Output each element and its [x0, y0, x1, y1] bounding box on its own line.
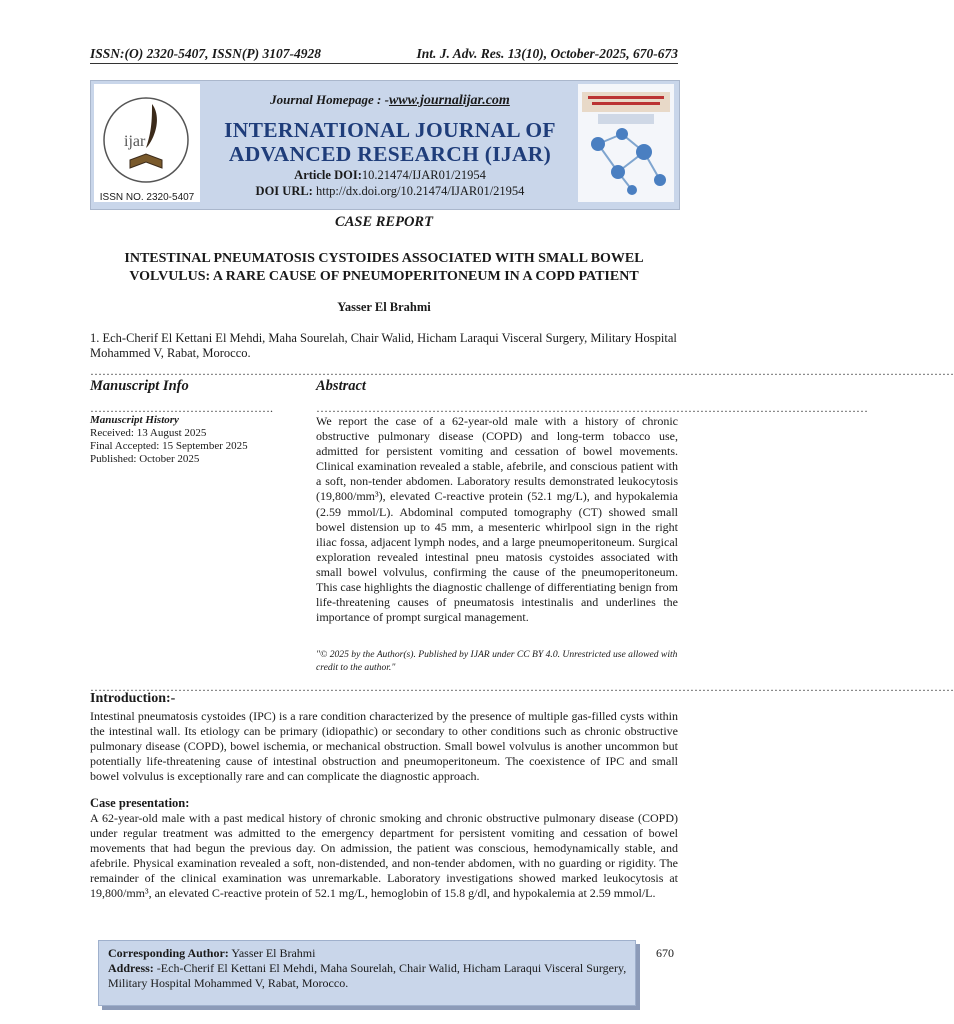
issn-number: ISSN NO. 2320-5407 — [99, 192, 195, 203]
dotted-divider: ………………………………………………………………………………………………………………………… — [316, 401, 868, 415]
journal-logo — [94, 84, 200, 202]
published-date: Published: October 2025 — [90, 453, 200, 465]
doi-url-link[interactable]: http://dx.doi.org/10.21474/IJAR01/21954 — [315, 184, 525, 198]
doi-url-label: DOI URL: — [255, 184, 313, 198]
quill-book-logo — [94, 84, 200, 202]
page-number: 670 — [656, 946, 674, 960]
article-type: CASE REPORT — [335, 214, 433, 230]
paper-title-line1: INTESTINAL PNEUMATOSIS CYSTOIDES ASSOCIATED WITH SMALL BOWEL — [124, 251, 644, 266]
issn-text: ISSN:(O) 2320-5407, ISSN(P) 3107-4928 — [90, 46, 322, 61]
article-doi — [205, 168, 575, 183]
dotted-divider: ……………………………………………………………………………………………………………………………………………………………………………………………… — [90, 680, 954, 694]
citation-text: Int. J. Adv. Res. 13(10), October-2025, 670-673 — [416, 46, 678, 61]
corr-name: Yasser El Brahmi — [231, 946, 316, 960]
doi-url — [205, 184, 575, 199]
abstract-heading: Abstract — [316, 378, 366, 394]
header-rule — [90, 63, 678, 64]
molecule-cover-icon — [578, 84, 674, 202]
journal-title — [205, 118, 575, 166]
article-doi-label: Article DOI: — [294, 168, 362, 182]
journal-cover-image — [578, 84, 674, 202]
accepted-date: Final Accepted: 15 September 2025 — [90, 440, 248, 452]
case-presentation-heading: Case presentation: — [90, 796, 190, 810]
introduction-heading: Introduction:- — [90, 691, 176, 706]
author-name: Yasser El Brahmi — [337, 300, 431, 314]
received-date: Received: 13 August 2025 — [90, 427, 207, 439]
manuscript-history — [90, 414, 300, 466]
license-notice: "© 2025 by the Author(s). Published by IJAR under CC BY 4.0. Unrestricted use allowed with credit to the author." — [316, 649, 678, 673]
running-header — [90, 46, 678, 62]
history-label: Manuscript History — [90, 414, 179, 426]
journal-homepage — [205, 92, 575, 109]
corresponding-author — [108, 946, 628, 991]
article-doi-value: 10.21474/IJAR01/21954 — [361, 168, 486, 182]
case-presentation-text: A 62-year-old male with a past medical history of chronic smoking and chronic obstructive pulmonary disease (COPD) under regular treatment was admitted to the emergency department for persistent vomiting and cessation of bowel movements that had begun the previous day. On admission, the patient was conscious, hemodynamically stable, and afebrile. Physical examination revealed a soft, non-distended, and non-tender abdomen, with no guarding or rigidity. The remainder of the clinical examination was unremarkable. Laboratory investigations showed marked leukocytosis at 19,800/mm³, an elevated C-reactive protein of 52.1 mg/L, hemoglobin of 15.8 g/dl, and hypokalemia at 2.59 mmol/L. — [90, 811, 678, 901]
affiliation: 1. Ech-Cherif El Kettani El Mehdi, Maha Sourelah, Chair Walid, Hicham Laraqui Visceral Surgery, Military Hospital Mohammed V, Rabat, Morocco. — [90, 331, 677, 360]
paper-title-line2: VOLVULUS: A RARE CAUSE OF PNEUMOPERITONEUM IN A COPD PATIENT — [129, 269, 639, 284]
dotted-divider: ……………………………………………………………………………………………………………………………………………………………………………………………… — [90, 364, 954, 378]
abstract-text: We report the case of a 62-year-old male with a history of chronic obstructive pulmonary disease (COPD) and long-term tobacco use, admitted for persistent vomiting and cessation of bowel movements. Clinical examination revealed a stable, afebrile, and conscious patient with a soft, non-tender abdomen. Laboratory results demonstrated leukocytosis (19,800/mm³), elevated C-reactive protein (52.1 mg/L), and hypokalemia (2.59 mmol/L). Abdominal computed tomography (CT) showed small bowel distension up to 45 mm, a mesenteric whirlpool sign in the right iliac fossa, adjacent lymph nodes, and a large pneumoperitoneum. Surgical exploration revealed intestinal pneu matosis cystoides associated with small bowel volvulus, confirming the cause of the pneumoperitoneum. This case highlights the diagnostic challenge of differentiating benign from life-threatening causes of pneumatosis intestinalis and underlines the importance of prompt surgical management. — [316, 414, 678, 625]
homepage-label: Journal Homepage : - — [270, 92, 389, 107]
address-label: Address: — [108, 961, 154, 975]
corr-label: Corresponding Author: — [108, 946, 229, 960]
logo-text: ijar — [124, 133, 146, 150]
introduction-text: Intestinal pneumatosis cystoides (IPC) is a rare condition characterized by the presence of multiple gas-filled cysts within the intestinal wall. Its etiology can be primary (idiopathic) or secondary to other conditions such as chronic obstructive pulmonary disease (COPD), bowel ischemia, or mechanical obstruction. Small bowel volvulus is another uncommon but potentially life-threatening cause of intestinal obstruction and pneumoperitoneum. The coexistence of IPC and small bowel volvulus is exceptionally rare and can complicate the diagnostic approach. — [90, 709, 678, 784]
homepage-link[interactable]: www.journalijar.com — [388, 93, 510, 108]
dotted-divider: ………………………………………. — [90, 401, 273, 415]
journal-title-line2: ADVANCED RESEARCH (IJAR) — [228, 142, 552, 166]
journal-title-line1: INTERNATIONAL JOURNAL OF — [224, 118, 556, 142]
address-text: -Ech-Cherif El Kettani El Mehdi, Maha Sourelah, Chair Walid, Hicham Laraqui Visceral Surgery, Military Hospital Mohammed V, Rabat, Morocco. — [108, 961, 627, 990]
paper-title — [90, 250, 678, 286]
manuscript-info-heading: Manuscript Info — [90, 378, 189, 394]
